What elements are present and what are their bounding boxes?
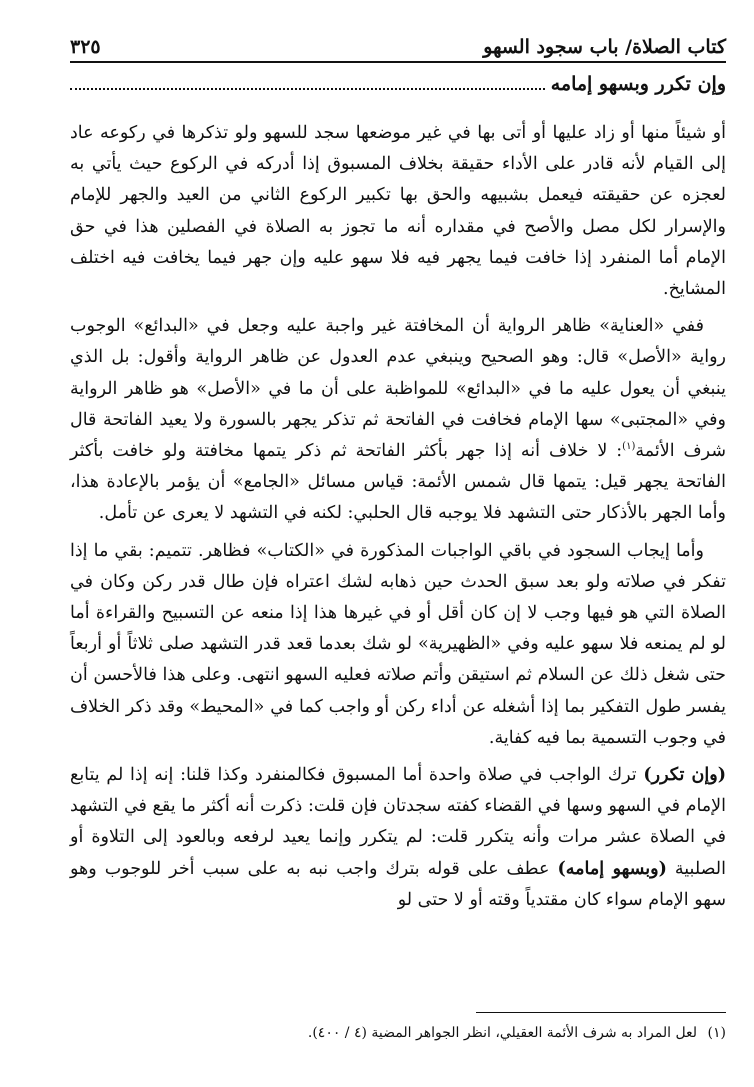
footnote-text: لعل المراد به شرف الأئمة العقيلي، انظر الجواهر المضية (٤ / ٤٠٠). <box>307 1025 698 1041</box>
matn-quote-lead: (وإن تكرر) <box>643 765 726 786</box>
paragraph-4 <box>70 760 726 916</box>
header-rule <box>70 61 726 63</box>
paragraph-text: أو شيئاً منها أو زاد عليها أو أتى بها في غير موضعها سجد للسهو ولو تذكرها في ركوعه عاد إلى القيام لأنه قادر على الأداء حقيقة بخلاف المسبوق إذا أدركه في الركوع حيث يأتي به لعجزه عن حقيقته فيعمل بشبيهه والحق بها تكبير الركوع الثاني من العيد والجهر للإمام والإسرار لكل مصل والأصح في مقداره أنه ما تجوز به الصلاة في الفصلين هذا في حق الإمام أما المنفرد إذا خافت فيما يجهر فيه فلا سهو عليه وإن جهر فيما يخافت فيه اختلف المشايخ. <box>70 123 726 300</box>
footnote-rule <box>476 1012 726 1013</box>
paragraph-3 <box>70 536 726 754</box>
footnote-marker[interactable]: (١) <box>622 441 636 453</box>
footnote-number: (١) <box>707 1025 726 1041</box>
matn-text: وإن تكرر وبسهو إمامه <box>550 73 726 95</box>
paragraph-text: ترك الواجب في صلاة واحدة أما المسبوق فكالمنفرد وكذا قلنا: إنه إذا لم يتابع الإمام في السهو وسها في القضاء كفته سجدتان فإن قلت: ذكرت أنه أكثر ما يقع في التشهد في الصلاة عشر مرات وأنه يتكرر قلت: لم يتكرر وإنما يعيد لرفعه وبالعود إلى التلاوة أو الصلبية <box>70 765 726 879</box>
paragraph-text-continued: : لا خلاف أنه إذا جهر بأكثر الفاتحة ثم ذكر يتمها مخافتة ولو خافت بأكثر الفاتحة يجهر قيل: يتمها قال شمس الأئمة: قياس مسائل «الجامع» أن يؤمر بالإعادة هذا، وأما الجهر بالأذكار حتى التشهد فلا يوجبه قال الحلبي: لكنه في التشهد لا يعرى عن تأمل. <box>70 441 726 524</box>
running-header <box>70 30 726 58</box>
footnote <box>70 1023 726 1043</box>
paragraph-text: ففي «العناية» ظاهر الرواية أن المخافتة غير واجبة عليه وجعل في «البدائع» الوجوب رواية «الأصل» قال: وهو الصحيح وينبغي عدم العدول عن ظاهر الرواية وأقول: بل الذي ينبغي أن يعول عليه ما في «البدائع» للمواظبة على أن ما في «الأصل» هو ظاهر الرواية وفي «المجتبى» سها الإمام فخافت في الفاتحة ثم تذكر يجهر بالسورة ولا يعيد الفاتحة قال شرف الأئمة <box>70 316 726 462</box>
paragraph-text-continued: عطف على قوله بترك واجب نبه به على سبب أخر للوجوب وهو سهو الإمام سواء كان مقتدياً وقته أو لا حتى لو <box>70 858 726 910</box>
dotted-leader <box>70 78 545 90</box>
paragraph-text: وأما إيجاب السجود في باقي الواجبات المذكورة في «الكتاب» فظاهر. تتميم: بقي ما إذا تفكر في صلاته ولو بعد سبق الحدث حين ذهابه لشك اعتراه فإن طال قدر ركن وكان في الصلاة التي هو فيها وجب لا إن كان أقل أو في غيرها هذا إذا منعه عن التسبيح والقراءة أما لو لم يمنعه فلا سهو عليه وفي «الظهيرية» لو شك بعدما قعد قدر التشهد صلى ثلاثاً أو أربعاً حتى شغل ذلك عن السلام ثم استيقن وأتم صلاته فعليه السهو انتهى. وعلى هذا فالأحسن أن يفسر طول التفكير بما إذا أشغله عن أداء ركن أو واجب كما في «المحيط» وقد ذكر الخلاف في وجوب التسمية بما فيه كفاية. <box>70 540 726 748</box>
commentary-body <box>70 118 726 922</box>
running-title: كتاب الصلاة/ باب سجود السهو <box>483 36 726 58</box>
matn-excerpt <box>70 68 726 100</box>
matn-quote-second: (وبسهو إمامه) <box>557 858 667 879</box>
paragraph-2 <box>70 311 726 529</box>
paragraph-1 <box>70 118 726 305</box>
page-number: ٣٢٥ <box>70 36 101 58</box>
